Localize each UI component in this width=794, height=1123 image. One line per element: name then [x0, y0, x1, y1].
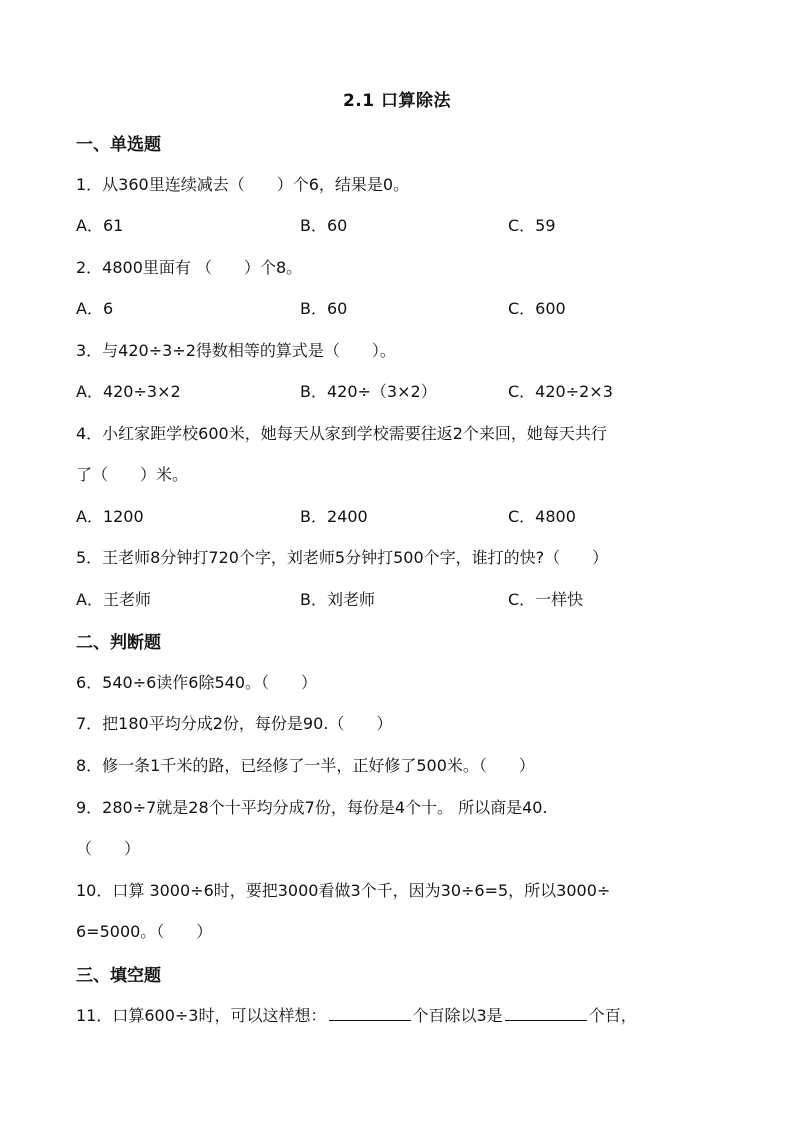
section-heading-single-choice: 一、单选题	[76, 135, 161, 155]
q2-option-b: B．60	[300, 299, 348, 318]
question-1: 1．从360里连续减去（ ）个6，结果是0。	[76, 175, 410, 194]
q1-option-a: A．61	[76, 216, 124, 235]
question-6: 6．540÷6读作6除540。（ ）	[76, 673, 318, 692]
q2-option-a: A．6	[76, 299, 114, 318]
question-11	[76, 1003, 637, 1026]
q4-option-c: C．4800	[508, 507, 576, 526]
section-heading-true-false: 二、判断题	[76, 633, 161, 653]
question-5: 5．王老师8分钟打720个字，刘老师5分钟打500个字，谁打的快?（ ）	[76, 548, 609, 567]
q11-answer-blank-1[interactable]	[329, 1006, 411, 1021]
q11-answer-blank-2[interactable]	[505, 1006, 587, 1021]
q1-option-b: B．60	[300, 216, 348, 235]
question-9-line-1: 9．280÷7就是28个十平均分成7份，每份是4个十。 所以商是40.	[76, 798, 548, 817]
q4-option-b: B．2400	[300, 507, 368, 526]
q4-option-a: A．1200	[76, 507, 144, 526]
question-10-line-1: 10．口算 3000÷6时，要把3000看做3个千，因为30÷6=5，所以3000÷	[76, 881, 611, 900]
q5-option-b: B．刘老师	[300, 590, 375, 609]
q1-option-c: C．59	[508, 216, 556, 235]
q11-text-part-1: 11．口算600÷3时，可以这样想：	[76, 1006, 327, 1025]
q11-text-part-3: 个百，	[588, 1006, 637, 1025]
question-2: 2．4800里面有 （ ）个8。	[76, 258, 303, 277]
q11-text-part-2: 个百除以3是	[412, 1006, 503, 1025]
question-9-line-2: （ ）	[76, 839, 141, 858]
question-10-line-2: 6=5000。（ ）	[76, 922, 213, 941]
q3-option-a: A．420÷3×2	[76, 382, 181, 401]
q3-option-c: C．420÷2×3	[508, 382, 613, 401]
question-3: 3．与420÷3÷2得数相等的算式是（ ）。	[76, 341, 396, 360]
question-4-line-2: 了（ ）米。	[76, 465, 189, 484]
q3-option-b: B．420÷（3×2）	[300, 382, 437, 401]
question-4-line-1: 4．小红家距学校600米，她每天从家到学校需要往返2个来回，她每天共行	[76, 424, 607, 443]
question-7: 7．把180平均分成2份，每份是90.（ ）	[76, 714, 393, 733]
section-heading-fill-in: 三、填空题	[76, 966, 161, 986]
q2-option-c: C．600	[508, 299, 566, 318]
q5-option-c: C．一样快	[508, 590, 584, 609]
q5-option-a: A．王老师	[76, 590, 151, 609]
question-8: 8．修一条1千米的路，已经修了一半，正好修了500米。（ ）	[76, 756, 535, 775]
page-title: 2.1 口算除法	[342, 91, 452, 111]
